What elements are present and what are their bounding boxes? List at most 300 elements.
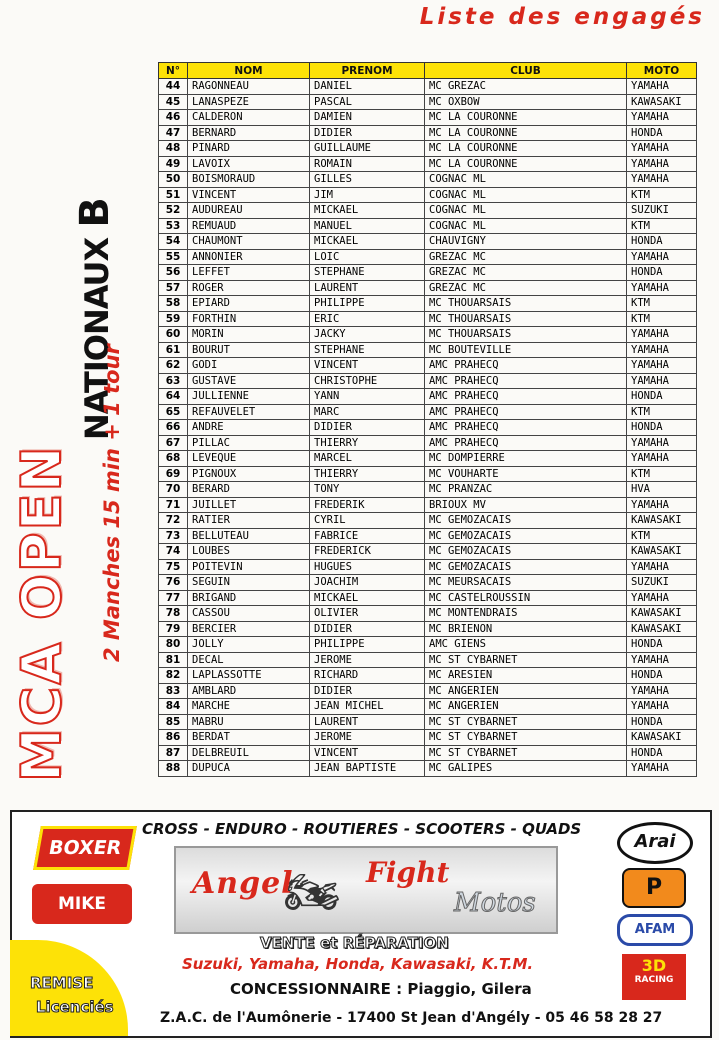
rider-bike: YAMAHA <box>627 652 697 668</box>
rider-first-name: DAMIEN <box>310 110 425 126</box>
shop-address: Z.A.C. de l'Aumônerie - 17400 St Jean d'Angély - 05 46 58 28 27 <box>160 1010 663 1026</box>
rider-last-name: REMUAUD <box>188 218 310 234</box>
rider-club: MC ST CYBARNET <box>425 714 627 730</box>
rider-club: AMC PRAHECQ <box>425 389 627 405</box>
rider-club: MC ANGERIEN <box>425 683 627 699</box>
entry-number: 80 <box>159 637 188 653</box>
service-label: VENTE et RÉPARATION <box>260 934 449 952</box>
rider-last-name: DELBREUIL <box>188 745 310 761</box>
entry-number: 69 <box>159 466 188 482</box>
rider-last-name: BRIGAND <box>188 590 310 606</box>
table-row <box>159 110 697 126</box>
rider-bike: KAWASAKI <box>627 621 697 637</box>
mike-logo: MIKE <box>32 884 132 924</box>
rider-first-name: MANUEL <box>310 218 425 234</box>
rider-first-name: DANIEL <box>310 79 425 95</box>
rider-first-name: CHRISTOPHE <box>310 373 425 389</box>
rider-bike: YAMAHA <box>627 172 697 188</box>
rider-club: GREZAC MC <box>425 280 627 296</box>
table-row <box>159 342 697 358</box>
rider-first-name: VINCENT <box>310 358 425 374</box>
rider-first-name: JEROME <box>310 730 425 746</box>
rider-last-name: MABRU <box>188 714 310 730</box>
entry-number: 77 <box>159 590 188 606</box>
entry-number: 63 <box>159 373 188 389</box>
rider-last-name: REFAUVELET <box>188 404 310 420</box>
rider-club: COGNAC ML <box>425 203 627 219</box>
table-row <box>159 156 697 172</box>
table-row <box>159 218 697 234</box>
rider-club: MC GREZAC <box>425 79 627 95</box>
rider-bike: HONDA <box>627 745 697 761</box>
table-row <box>159 745 697 761</box>
entry-number: 52 <box>159 203 188 219</box>
rider-bike: YAMAHA <box>627 451 697 467</box>
brands-list: Suzuki, Yamaha, Honda, Kawasaki, K.T.M. <box>182 955 534 973</box>
table-row <box>159 249 697 265</box>
rider-club: COGNAC ML <box>425 218 627 234</box>
rider-last-name: LANASPEZE <box>188 94 310 110</box>
rider-first-name: LOIC <box>310 249 425 265</box>
rider-club: GREZAC MC <box>425 265 627 281</box>
3d-racing-logo <box>622 954 686 1000</box>
entry-number: 78 <box>159 606 188 622</box>
rider-first-name: DIDIER <box>310 125 425 141</box>
rider-club: COGNAC ML <box>425 187 627 203</box>
rider-bike: HONDA <box>627 265 697 281</box>
table-row <box>159 79 697 95</box>
rider-club: MC THOUARSAIS <box>425 296 627 312</box>
entry-number: 45 <box>159 94 188 110</box>
table-row <box>159 327 697 343</box>
col-bike-header: MOTO <box>627 63 697 79</box>
rider-first-name: ROMAIN <box>310 156 425 172</box>
rider-bike: YAMAHA <box>627 280 697 296</box>
rider-club: MC BOUTEVILLE <box>425 342 627 358</box>
3d-logo-sub: RACING <box>634 975 674 985</box>
page-title: Liste des engagés <box>419 4 705 30</box>
table-row <box>159 466 697 482</box>
table-row <box>159 559 697 575</box>
rider-first-name: THIERRY <box>310 435 425 451</box>
table-row <box>159 652 697 668</box>
rider-last-name: PIGNOUX <box>188 466 310 482</box>
discount-line-2: Licenciés <box>36 998 114 1016</box>
rider-bike: KAWASAKI <box>627 544 697 560</box>
discount-line-1: REMISE <box>30 974 94 992</box>
rider-bike: YAMAHA <box>627 761 697 777</box>
table-row <box>159 172 697 188</box>
rider-bike: YAMAHA <box>627 156 697 172</box>
rider-last-name: ROGER <box>188 280 310 296</box>
rider-bike: YAMAHA <box>627 497 697 513</box>
entry-number: 75 <box>159 559 188 575</box>
3d-logo-main: 3D <box>641 956 667 975</box>
rider-first-name: MICKAEL <box>310 590 425 606</box>
entry-number: 56 <box>159 265 188 281</box>
rider-club: AMC PRAHECQ <box>425 435 627 451</box>
rider-bike: KTM <box>627 311 697 327</box>
table-row <box>159 528 697 544</box>
rider-last-name: VINCENT <box>188 187 310 203</box>
race-format: 2 Manches 15 min + 1 tour <box>100 344 124 662</box>
table-row <box>159 187 697 203</box>
rider-first-name: FABRICE <box>310 528 425 544</box>
rider-bike: KTM <box>627 187 697 203</box>
rider-last-name: LAVOIX <box>188 156 310 172</box>
motorcycle-icon: 🏍 <box>284 867 340 918</box>
entry-number: 72 <box>159 513 188 529</box>
entry-number: 57 <box>159 280 188 296</box>
entry-number: 66 <box>159 420 188 436</box>
shop-name-part3: Motos <box>454 888 536 918</box>
rider-club: GREZAC MC <box>425 249 627 265</box>
shop-name-part1: Angel <box>192 866 294 901</box>
boxer-logo: BOXER <box>33 826 137 870</box>
rider-bike: YAMAHA <box>627 590 697 606</box>
rider-club: AMC PRAHECQ <box>425 358 627 374</box>
rider-first-name: PHILIPPE <box>310 296 425 312</box>
rider-first-name: TONY <box>310 482 425 498</box>
table-row <box>159 265 697 281</box>
rider-bike: KTM <box>627 296 697 312</box>
entry-number: 82 <box>159 668 188 684</box>
rider-first-name: MARCEL <box>310 451 425 467</box>
entry-number: 60 <box>159 327 188 343</box>
rider-last-name: EPIARD <box>188 296 310 312</box>
rider-last-name: ANDRE <box>188 420 310 436</box>
rider-bike: HONDA <box>627 420 697 436</box>
table-row <box>159 621 697 637</box>
rider-first-name: DIDIER <box>310 683 425 699</box>
rider-club: MC GEMOZACAIS <box>425 544 627 560</box>
entry-number: 50 <box>159 172 188 188</box>
rider-club: MC LA COURONNE <box>425 110 627 126</box>
dealer-line: CONCESSIONNAIRE : Piaggio, Gilera <box>230 980 532 998</box>
rider-first-name: OLIVIER <box>310 606 425 622</box>
table-row <box>159 544 697 560</box>
table-row <box>159 451 697 467</box>
rider-first-name: MICKAEL <box>310 203 425 219</box>
rider-first-name: CYRIL <box>310 513 425 529</box>
table-row <box>159 575 697 591</box>
rider-last-name: GUSTAVE <box>188 373 310 389</box>
rider-bike: YAMAHA <box>627 141 697 157</box>
rider-last-name: AUDUREAU <box>188 203 310 219</box>
shop-name-part2: Fight <box>366 856 450 889</box>
rider-club: MC PRANZAC <box>425 482 627 498</box>
rider-first-name: HUGUES <box>310 559 425 575</box>
rider-bike: HVA <box>627 482 697 498</box>
rider-first-name: RICHARD <box>310 668 425 684</box>
rider-bike: KAWASAKI <box>627 94 697 110</box>
rider-club: MC BRIENON <box>425 621 627 637</box>
rider-last-name: GODI <box>188 358 310 374</box>
table-body <box>159 79 697 777</box>
category-letter: B <box>72 198 118 228</box>
table-row <box>159 389 697 405</box>
rider-last-name: AMBLARD <box>188 683 310 699</box>
afam-logo: AFAM <box>617 914 693 946</box>
entry-number: 59 <box>159 311 188 327</box>
entry-number: 68 <box>159 451 188 467</box>
entry-number: 49 <box>159 156 188 172</box>
col-number-header: N° <box>159 63 188 79</box>
rider-first-name: DIDIER <box>310 420 425 436</box>
rider-bike: YAMAHA <box>627 683 697 699</box>
entry-number: 51 <box>159 187 188 203</box>
entry-number: 83 <box>159 683 188 699</box>
rider-last-name: BERCIER <box>188 621 310 637</box>
rider-club: MC GALIPES <box>425 761 627 777</box>
table-row <box>159 420 697 436</box>
table-row <box>159 668 697 684</box>
rider-last-name: RATIER <box>188 513 310 529</box>
table-row <box>159 714 697 730</box>
rider-last-name: BERDAT <box>188 730 310 746</box>
rider-club: MC LA COURONNE <box>425 156 627 172</box>
rider-first-name: VINCENT <box>310 745 425 761</box>
rider-first-name: MICKAEL <box>310 234 425 250</box>
rider-last-name: BERNARD <box>188 125 310 141</box>
rider-last-name: BERARD <box>188 482 310 498</box>
table-row <box>159 637 697 653</box>
table-row <box>159 513 697 529</box>
rider-last-name: CASSOU <box>188 606 310 622</box>
rider-first-name: THIERRY <box>310 466 425 482</box>
rider-first-name: JIM <box>310 187 425 203</box>
rider-club: MC DOMPIERRE <box>425 451 627 467</box>
rider-first-name: LAURENT <box>310 280 425 296</box>
entry-number: 47 <box>159 125 188 141</box>
rider-bike: KAWASAKI <box>627 606 697 622</box>
rider-club: COGNAC ML <box>425 172 627 188</box>
table-row <box>159 683 697 699</box>
side-panel <box>0 60 150 800</box>
arai-logo: Arai <box>617 822 693 864</box>
rider-last-name: JULLIENNE <box>188 389 310 405</box>
table-row <box>159 203 697 219</box>
rider-club: AMC PRAHECQ <box>425 404 627 420</box>
rider-club: BRIOUX MV <box>425 497 627 513</box>
entry-number: 74 <box>159 544 188 560</box>
rider-bike: HONDA <box>627 389 697 405</box>
rider-last-name: MORIN <box>188 327 310 343</box>
entry-number: 62 <box>159 358 188 374</box>
rider-bike: YAMAHA <box>627 249 697 265</box>
entry-number: 61 <box>159 342 188 358</box>
rider-club: MC MONTENDRAIS <box>425 606 627 622</box>
entry-number: 64 <box>159 389 188 405</box>
entry-number: 81 <box>159 652 188 668</box>
table-row <box>159 699 697 715</box>
table-row <box>159 482 697 498</box>
rider-club: MC ANGERIEN <box>425 699 627 715</box>
ad-headline: CROSS - ENDURO - ROUTIERES - SCOOTERS - QUADS <box>142 820 582 838</box>
rider-bike: YAMAHA <box>627 79 697 95</box>
pro-logo: P <box>622 868 686 908</box>
rider-club: MC GEMOZACAIS <box>425 528 627 544</box>
rider-club: MC THOUARSAIS <box>425 311 627 327</box>
entry-number: 84 <box>159 699 188 715</box>
table-row <box>159 296 697 312</box>
rider-first-name: ERIC <box>310 311 425 327</box>
rider-bike: YAMAHA <box>627 342 697 358</box>
rider-bike: YAMAHA <box>627 435 697 451</box>
table-row <box>159 358 697 374</box>
entry-number: 55 <box>159 249 188 265</box>
entry-number: 88 <box>159 761 188 777</box>
rider-club: CHAUVIGNY <box>425 234 627 250</box>
rider-first-name: JEAN BAPTISTE <box>310 761 425 777</box>
table-row <box>159 280 697 296</box>
rider-bike: SUZUKI <box>627 203 697 219</box>
entry-number: 79 <box>159 621 188 637</box>
rider-bike: SUZUKI <box>627 575 697 591</box>
rider-last-name: JOLLY <box>188 637 310 653</box>
rider-club: MC GEMOZACAIS <box>425 559 627 575</box>
table-row <box>159 141 697 157</box>
rider-last-name: LEVEQUE <box>188 451 310 467</box>
rider-club: MC ST CYBARNET <box>425 730 627 746</box>
rider-bike: KTM <box>627 404 697 420</box>
rider-bike: YAMAHA <box>627 110 697 126</box>
rider-first-name: STEPHANE <box>310 342 425 358</box>
rider-first-name: MARC <box>310 404 425 420</box>
rider-club: MC MEURSACAIS <box>425 575 627 591</box>
table-row <box>159 125 697 141</box>
table-row <box>159 94 697 110</box>
table-row <box>159 606 697 622</box>
rider-club: MC OXBOW <box>425 94 627 110</box>
rider-first-name: STEPHANE <box>310 265 425 281</box>
rider-last-name: JUILLET <box>188 497 310 513</box>
entry-number: 73 <box>159 528 188 544</box>
table-row <box>159 311 697 327</box>
entry-number: 53 <box>159 218 188 234</box>
rider-club: MC GEMOZACAIS <box>425 513 627 529</box>
entry-number: 71 <box>159 497 188 513</box>
rider-last-name: POITEVIN <box>188 559 310 575</box>
rider-first-name: GUILLAUME <box>310 141 425 157</box>
rider-last-name: BOISMORAUD <box>188 172 310 188</box>
rider-last-name: MARCHE <box>188 699 310 715</box>
rider-bike: YAMAHA <box>627 699 697 715</box>
rider-club: MC THOUARSAIS <box>425 327 627 343</box>
rider-last-name: BOURUT <box>188 342 310 358</box>
rider-club: MC LA COURONNE <box>425 141 627 157</box>
rider-club: AMC PRAHECQ <box>425 420 627 436</box>
table-row <box>159 730 697 746</box>
rider-last-name: DECAL <box>188 652 310 668</box>
col-name-header: NOM <box>188 63 310 79</box>
entry-number: 54 <box>159 234 188 250</box>
rider-last-name: PINARD <box>188 141 310 157</box>
rider-bike: HONDA <box>627 125 697 141</box>
rider-first-name: FREDERICK <box>310 544 425 560</box>
entry-number: 44 <box>159 79 188 95</box>
rider-last-name: BELLUTEAU <box>188 528 310 544</box>
rider-last-name: DUPUCA <box>188 761 310 777</box>
rider-bike: YAMAHA <box>627 327 697 343</box>
rider-last-name: PILLAC <box>188 435 310 451</box>
rider-club: MC CASTELROUSSIN <box>425 590 627 606</box>
rider-last-name: LEFFET <box>188 265 310 281</box>
entry-number: 87 <box>159 745 188 761</box>
category-name: NATIONAUX <box>78 237 116 440</box>
rider-first-name: JEAN MICHEL <box>310 699 425 715</box>
entry-number: 76 <box>159 575 188 591</box>
event-brand: MCA OPEN <box>10 444 73 782</box>
rider-bike: KTM <box>627 218 697 234</box>
rider-first-name: PASCAL <box>310 94 425 110</box>
entry-number: 85 <box>159 714 188 730</box>
rider-last-name: RAGONNEAU <box>188 79 310 95</box>
rider-bike: HONDA <box>627 234 697 250</box>
table-row <box>159 435 697 451</box>
entry-number: 65 <box>159 404 188 420</box>
table-row <box>159 373 697 389</box>
rider-first-name: JEROME <box>310 652 425 668</box>
entry-number: 46 <box>159 110 188 126</box>
table-header-row <box>159 63 697 79</box>
rider-bike: KTM <box>627 528 697 544</box>
rider-first-name: FREDERIK <box>310 497 425 513</box>
rider-last-name: CHAUMONT <box>188 234 310 250</box>
table-row <box>159 404 697 420</box>
rider-last-name: FORTHIN <box>188 311 310 327</box>
rider-bike: HONDA <box>627 637 697 653</box>
entry-number: 86 <box>159 730 188 746</box>
rider-bike: KAWASAKI <box>627 513 697 529</box>
rider-last-name: LOUBES <box>188 544 310 560</box>
rider-club: MC LA COURONNE <box>425 125 627 141</box>
rider-first-name: JACKY <box>310 327 425 343</box>
rider-last-name: LAPLASSOTTE <box>188 668 310 684</box>
rider-bike: YAMAHA <box>627 373 697 389</box>
rider-bike: KAWASAKI <box>627 730 697 746</box>
rider-first-name: LAURENT <box>310 714 425 730</box>
col-club-header: CLUB <box>425 63 627 79</box>
table-row <box>159 497 697 513</box>
rider-club: AMC GIENS <box>425 637 627 653</box>
rider-first-name: PHILIPPE <box>310 637 425 653</box>
table-row <box>159 761 697 777</box>
rider-club: AMC PRAHECQ <box>425 373 627 389</box>
rider-first-name: DIDIER <box>310 621 425 637</box>
rider-club: MC ST CYBARNET <box>425 745 627 761</box>
rider-bike: HONDA <box>627 714 697 730</box>
entry-number: 67 <box>159 435 188 451</box>
entry-number: 58 <box>159 296 188 312</box>
rider-club: MC ST CYBARNET <box>425 652 627 668</box>
rider-bike: YAMAHA <box>627 358 697 374</box>
rider-last-name: CALDERON <box>188 110 310 126</box>
col-firstname-header: PRENOM <box>310 63 425 79</box>
rider-first-name: JOACHIM <box>310 575 425 591</box>
entry-list-table <box>158 62 697 777</box>
rider-bike: HONDA <box>627 668 697 684</box>
rider-club: MC VOUHARTE <box>425 466 627 482</box>
rider-bike: YAMAHA <box>627 559 697 575</box>
discount-badge <box>10 940 128 1036</box>
entry-number: 48 <box>159 141 188 157</box>
rider-club: MC ARESIEN <box>425 668 627 684</box>
rider-first-name: GILLES <box>310 172 425 188</box>
table-row <box>159 234 697 250</box>
rider-bike: KTM <box>627 466 697 482</box>
entry-number: 70 <box>159 482 188 498</box>
